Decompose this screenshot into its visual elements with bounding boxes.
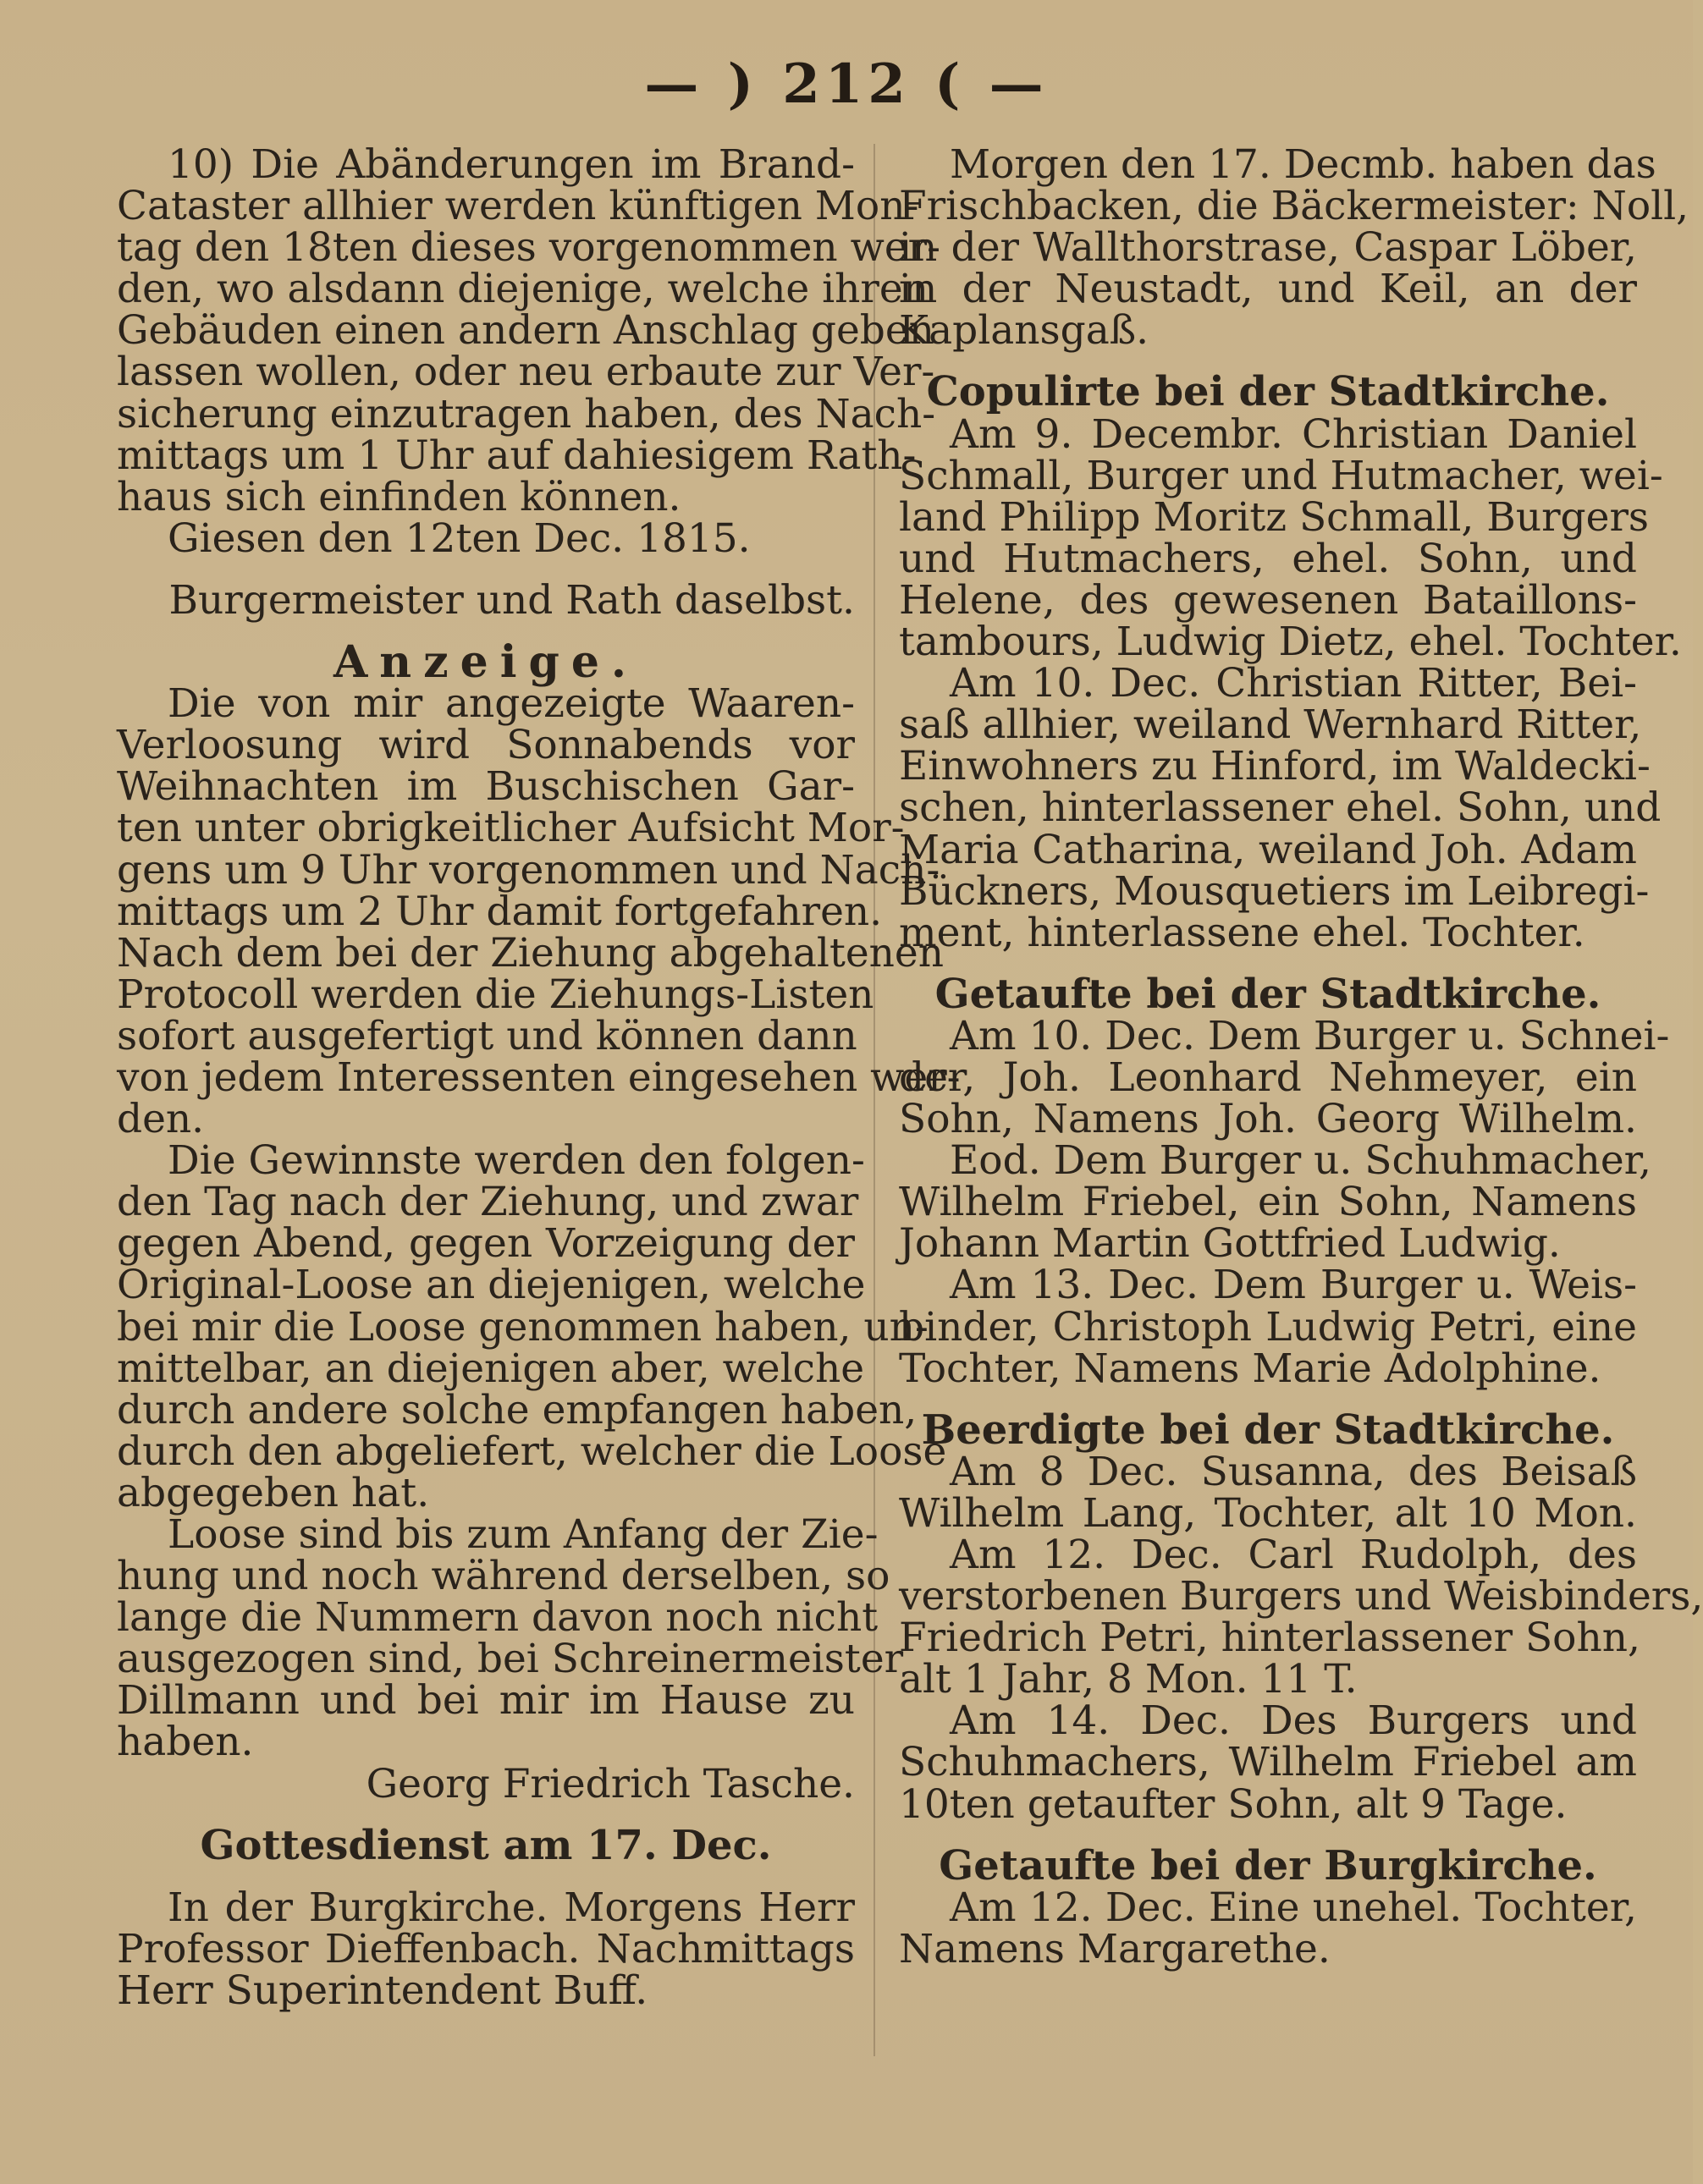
text-line: gens um 9 Uhr vorgenommen und Nach- — [117, 846, 940, 894]
text-line: Eod. Dem Burger u. Schuhmacher, — [950, 1137, 1651, 1185]
text-line: Am 12. Dec. Eine unehel. Tochter, — [950, 1884, 1637, 1931]
text-line: hung und noch während derselben, so — [117, 1553, 890, 1600]
text-line: alt 1 Jahr, 8 Mon. 11 T. — [899, 1656, 1358, 1703]
text-line: ausgezogen sind, bei Schreinermeister — [117, 1636, 904, 1683]
text-line: von jedem Interessenten eingesehen wer- — [117, 1053, 961, 1101]
text-line: Die von mir angezeigte Waaren- — [168, 680, 855, 728]
text-line: mittags um 2 Uhr damit fortgefahren. — [117, 888, 883, 935]
text-line: Dillmann und bei mir im Hause zu — [117, 1677, 855, 1725]
text-line: sicherung einzutragen haben, des Nach- — [117, 390, 936, 437]
text-line: land Philipp Moritz Schmall, Burgers — [899, 493, 1650, 541]
text-line: Verloosung wird Sonnabends vor — [117, 722, 855, 769]
text-line: Johann Martin Gottfried Ludwig. — [899, 1220, 1561, 1268]
text-line: durch den abgeliefert, welcher die Loose — [117, 1428, 947, 1475]
text-line: 10) Die Abänderungen im Brand- — [168, 141, 855, 188]
text-line: in der Wallthorstrase, Caspar Löber, — [899, 224, 1637, 272]
text-line: Weihnachten im Buschischen Gar- — [117, 763, 855, 811]
right-column — [899, 141, 1703, 1972]
text-line: Am 10. Dec. Christian Ritter, Bei- — [950, 660, 1637, 707]
text-line: ment, hinterlassene ehel. Tochter. — [899, 909, 1585, 956]
text-line: Am 10. Dec. Dem Burger u. Schnei- — [950, 1012, 1670, 1059]
text-line: Protocoll werden die Ziehungs-Listen — [117, 971, 874, 1018]
text-line: Einwohners zu Hinford, im Waldecki- — [899, 743, 1651, 790]
text-line: saß allhier, weiland Wernhard Ritter, — [899, 701, 1642, 749]
text-line: den Tag nach der Ziehung, und zwar — [117, 1179, 859, 1226]
text-line: Die Gewinnste werden den folgen- — [168, 1137, 865, 1185]
text-line: Sohn, Namens Joh. Georg Wilhelm. — [899, 1096, 1637, 1143]
text-line: verstorbenen Burgers und Weisbinders, — [899, 1573, 1703, 1620]
section-heading: Getaufte bei der Stadtkirche. — [934, 970, 1601, 1018]
text-line: tambours, Ludwig Dietz, ehel. Tochter. — [899, 619, 1682, 666]
text-line: Wilhelm Lang, Tochter, alt 10 Mon. — [899, 1489, 1637, 1537]
text-line: mittelbar, an diejenigen aber, welche — [117, 1345, 865, 1392]
text-line: den. — [117, 1096, 205, 1143]
column-divider — [874, 144, 875, 2056]
text-line: Kaplansgaß. — [899, 307, 1149, 355]
text-line: lassen wollen, oder neu erbaute zur Ver- — [117, 349, 935, 396]
text-line: Bückners, Mousquetiers im Leibregi- — [899, 867, 1650, 915]
text-line: den, wo alsdann diejenige, welche ihren — [117, 266, 929, 313]
section-heading: Anzeige. — [333, 636, 639, 689]
text-line: Namens Margarethe. — [899, 1925, 1331, 1972]
text-line: Giesen den 12ten Dec. 1815. — [168, 514, 751, 562]
text-line: haben. — [117, 1719, 254, 1766]
text-line: in der Neustadt, und Keil, an der — [899, 266, 1637, 313]
text-line: 10ten getaufter Sohn, alt 9 Tage. — [899, 1780, 1568, 1828]
text-line: durch andere solche empfangen haben, — [117, 1386, 918, 1433]
section-heading: Beerdigte bei der Stadtkirche. — [921, 1406, 1615, 1454]
text-line: Tochter, Namens Marie Adolphine. — [899, 1345, 1601, 1392]
text-line: Cataster allhier werden künftigen Mon- — [117, 183, 919, 230]
text-line: Burgermeister und Rath daselbst. — [168, 576, 855, 624]
text-line: Am 9. Decembr. Christian Daniel — [950, 410, 1637, 458]
section-heading: Gottesdienst am 17. Dec. — [200, 1821, 772, 1869]
text-line: schen, hinterlassener ehel. Sohn, und — [899, 784, 1662, 832]
text-line: ten unter obrigkeitlicher Aufsicht Mor- — [117, 805, 905, 852]
text-line: der, Joh. Leonhard Nehmeyer, ein — [899, 1053, 1637, 1101]
text-line: mittags um 1 Uhr auf dahiesigem Rath- — [117, 432, 917, 479]
text-line: Original-Loose an diejenigen, welche — [117, 1262, 866, 1309]
text-line: und Hutmachers, ehel. Sohn, und — [899, 535, 1637, 582]
text-line: Maria Catharina, weiland Joh. Adam — [899, 826, 1637, 873]
text-line: Loose sind bis zum Anfang der Zie- — [168, 1511, 879, 1558]
text-line: Gebäuden einen andern Anschlag geben — [117, 307, 934, 355]
text-line: lange die Nummern davon noch nicht — [117, 1594, 879, 1642]
text-line: Georg Friedrich Tasche. — [366, 1760, 855, 1807]
page-number-header: — ) 212 ( — — [644, 52, 1049, 116]
text-line: gegen Abend, gegen Vorzeigung der — [117, 1220, 855, 1268]
text-line: Wilhelm Friebel, ein Sohn, Namens — [899, 1179, 1637, 1226]
section-heading: Copulirte bei der Stadtkirche. — [926, 368, 1610, 416]
text-line: Morgen den 17. Decmb. haben das — [950, 141, 1656, 188]
text-line: Schmall, Burger und Hutmacher, wei- — [899, 452, 1663, 499]
text-line: Frischbacken, die Bäckermeister: Noll, — [899, 183, 1689, 230]
text-line: Herr Superintendent Buff. — [117, 1967, 648, 2014]
text-line: haus sich einfinden können. — [117, 473, 681, 520]
text-line: Friedrich Petri, hinterlassener Sohn, — [899, 1615, 1640, 1662]
text-line: tag den 18ten dieses vorgenommen wer- — [117, 224, 941, 272]
text-line: abgegeben hat. — [117, 1469, 430, 1516]
section-heading: Getaufte bei der Burgkirche. — [939, 1841, 1597, 1890]
text-line: Am 8 Dec. Susanna, des Beisaß — [950, 1448, 1637, 1495]
text-line: Am 12. Dec. Carl Rudolph, des — [950, 1532, 1637, 1578]
text-line: sofort ausgefertigt und können dann — [117, 1012, 857, 1059]
text-line: Helene, des gewesenen Bataillons- — [899, 576, 1637, 624]
text-line: Am 14. Dec. Des Burgers und — [950, 1697, 1637, 1745]
text-line: Am 13. Dec. Dem Burger u. Weis- — [950, 1262, 1637, 1309]
text-line: bei mir die Loose genommen haben, un- — [117, 1303, 929, 1351]
text-line: In der Burgkirche. Morgens Herr — [168, 1884, 855, 1931]
text-line: Nach dem bei der Ziehung abgehaltenen — [117, 929, 944, 976]
left-column — [117, 141, 961, 2014]
text-line: Professor Dieffenbach. Nachmittags — [117, 1925, 855, 1972]
text-line: binder, Christoph Ludwig Petri, eine — [899, 1303, 1637, 1351]
text-line: Schuhmachers, Wilhelm Friebel am — [899, 1739, 1637, 1786]
